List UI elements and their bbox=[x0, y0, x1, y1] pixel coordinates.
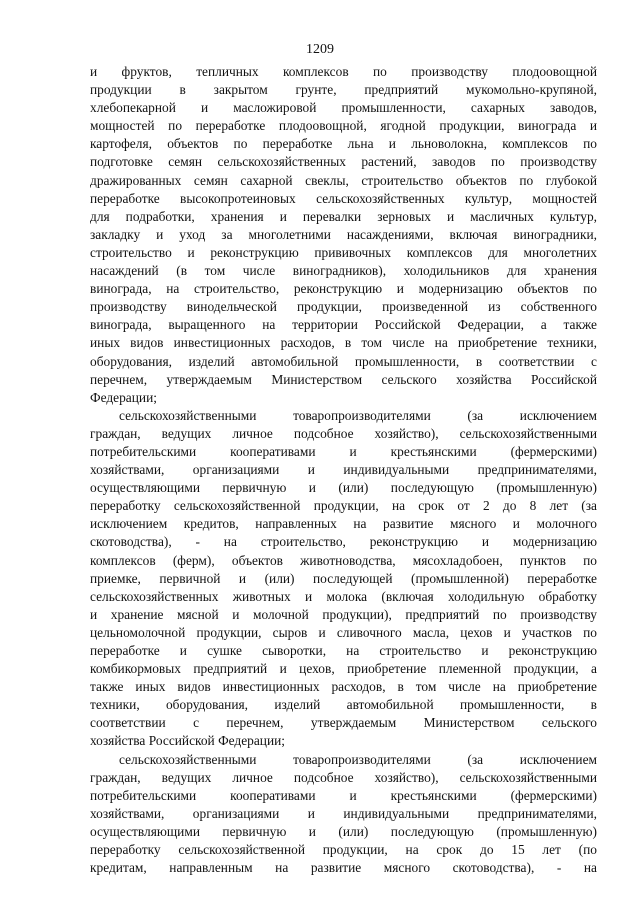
text-line: хозяйствами, организациями и индивидуальными предпринимателями, bbox=[90, 805, 597, 821]
text-line: соответствии с перечнем, утверждаемым Министерством сельского bbox=[90, 715, 597, 731]
text-line: граждан, ведущих личное подсобное хозяйство), сельскохозяйственными bbox=[90, 425, 597, 441]
text-line: цельномолочной продукции, сыров и сливочного масла, цехов и участков по bbox=[90, 624, 597, 640]
text-line: хлебопекарной и масложировой промышленности, сахарных заводов, bbox=[90, 100, 597, 116]
text-line: производству винодельческой продукции, произведенной из собственного bbox=[90, 299, 597, 315]
text-line: оборудования, изделий автомобильной промышленности, в соответствии с bbox=[90, 353, 597, 369]
text-line: переработку сельскохозяйственной продукции, на срок до 15 лет (по bbox=[90, 842, 597, 858]
paragraph bbox=[90, 63, 597, 407]
text-line: скотоводства), - на строительство, реконструкцию и модернизацию bbox=[90, 534, 597, 550]
text-line: переработке высокопротеиновых сельскохозяйственных культур, мощностей bbox=[90, 190, 597, 206]
page-number: 1209 bbox=[306, 42, 334, 57]
text-line: для подработки, хранения и перевалки зерновых и масличных культур, bbox=[90, 208, 597, 224]
text-line: комплексов (ферм), объектов животноводства, мясохладобоен, пунктов по bbox=[90, 552, 597, 568]
text-line: приемке, первичной и (или) последующей (промышленной) переработке bbox=[90, 570, 597, 586]
text-line: комбикормовых предприятий и цехов, приобретение племенной продукции, а bbox=[90, 661, 597, 677]
text-line: хозяйства Российской Федерации; bbox=[90, 733, 286, 749]
text-line: и фруктов, тепличных комплексов по производству плодоовощной bbox=[90, 64, 597, 79]
text-line: хозяйствами, организациями и индивидуальными предпринимателями, bbox=[90, 462, 597, 478]
text-line: иных видов инвестиционных расходов, в том числе на приобретение техники, bbox=[90, 335, 597, 351]
text-line: также иных видов инвестиционных расходов, в том числе на приобретение bbox=[90, 679, 597, 695]
text-line: потребительскими кооперативами и крестьянскими (фермерскими) bbox=[90, 787, 597, 803]
text-line: переработку сельскохозяйственной продукции, на срок от 2 до 8 лет (за bbox=[90, 498, 597, 514]
text-line: насаждений (в том числе виноградников), холодильников для хранения bbox=[90, 263, 597, 279]
text-line: Федерации; bbox=[90, 389, 157, 405]
text-line: сельскохозяйственных животных и молока (включая холодильную обработку bbox=[90, 588, 597, 604]
text-line: картофеля, объектов по переработке льна и льноволокна, комплексов по bbox=[90, 136, 597, 152]
text-line: осуществляющими первичную и (или) последующую (промышленную) bbox=[90, 823, 597, 839]
text-line: перечнем, утверждаемым Министерством сельского хозяйства Российской bbox=[90, 371, 597, 387]
text-line: переработке и сушке сыворотки, на строительство и реконструкцию bbox=[90, 643, 597, 658]
text-line: винограда, на строительство, реконструкцию и модернизацию объектов по bbox=[90, 281, 597, 297]
text-line: подготовке семян сельскохозяйственных растений, заводов по производству bbox=[90, 154, 597, 170]
text-line: потребительскими кооперативами и крестьянскими (фермерскими) bbox=[90, 443, 597, 459]
text-line: продукции в закрытом грунте, предприятий мукомольно-крупяной, bbox=[90, 82, 597, 98]
paragraph bbox=[90, 407, 597, 751]
text-line: техники, оборудования, изделий автомобильной промышленности, в bbox=[90, 697, 597, 713]
text-line: кредитам, направленным на развитие мясного скотоводства), - на bbox=[90, 860, 597, 876]
document-body bbox=[90, 63, 597, 877]
text-line: закладку и уход за многолетними насаждениями, включая виноградники, bbox=[90, 226, 597, 242]
text-line: сельскохозяйственными товаропроизводителями (за исключением bbox=[119, 407, 597, 423]
text-line: осуществляющими первичную и (или) последующую (промышленную) bbox=[90, 480, 597, 496]
paragraph bbox=[90, 751, 597, 878]
text-line: исключением кредитов, направленных на развитие мясного и молочного bbox=[90, 516, 597, 532]
text-line: мощностей по переработке плодоовощной, ягодной продукции, винограда и bbox=[90, 118, 597, 134]
text-line: строительство и реконструкцию прививочных комплексов для многолетних bbox=[90, 244, 597, 260]
text-line: граждан, ведущих личное подсобное хозяйство), сельскохозяйственными bbox=[90, 769, 597, 785]
text-line: винограда, выращенного на территории Российской Федерации, а также bbox=[90, 317, 597, 333]
text-line: дражированных семян сахарной свеклы, строительство объектов по глубокой bbox=[90, 172, 597, 188]
text-line: и хранение мясной и молочной продукции), предприятий по производству bbox=[90, 606, 597, 622]
text-line: сельскохозяйственными товаропроизводителями (за исключением bbox=[119, 751, 597, 767]
